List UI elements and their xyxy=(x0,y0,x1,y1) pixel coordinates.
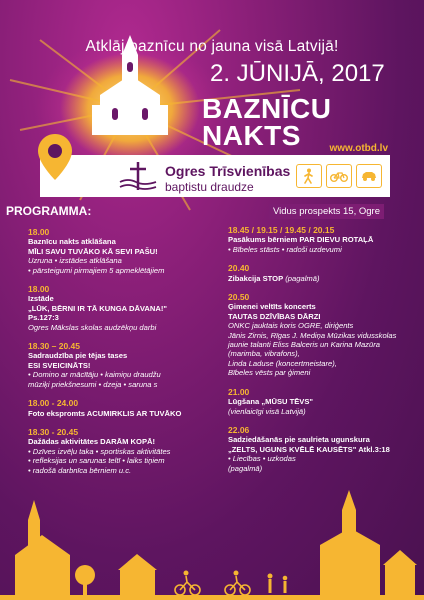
program-event xyxy=(228,426,420,473)
event-title: Sadraudzība pie tējas tases xyxy=(28,351,128,361)
event-title: Zibakcija STOP xyxy=(228,273,284,283)
event-title: Lūgšana „MŪSU TĒVS" xyxy=(228,397,314,407)
event-line: mūziķi priekšnesumi • dzeja • saruna s xyxy=(28,379,158,389)
church-logo-icon xyxy=(118,160,158,194)
program-left-column xyxy=(28,228,228,485)
event-title: Pasākums bērniem PAR DIEVU ROTAĻĀ xyxy=(228,235,374,245)
event-time: 18.45 / 19.15 / 19.45 / 20.15 xyxy=(228,225,335,235)
event-time: 18.00 - 24.00 xyxy=(28,398,79,409)
walking-person-icon xyxy=(296,164,322,188)
event-line: (marimba, vibrafons), xyxy=(228,349,300,359)
event-time: 18.00 xyxy=(28,284,50,295)
event-line: (vienlaicīgi visā Latvijā) xyxy=(228,406,306,416)
event-line: (pagalmā) xyxy=(228,463,263,473)
event-subtitle: ESI SVEICINĀTS! xyxy=(28,360,91,370)
event-time: 22.06 xyxy=(228,424,250,435)
event-line: • pārsteigumi pirmajiem 5 apmeklētājiem xyxy=(28,265,165,275)
event-time: 20.50 xyxy=(228,292,250,303)
program-right-column xyxy=(228,226,420,483)
event-line: Linda Laduse (koncertmeistare), xyxy=(228,358,337,368)
event-time: 18.30 - 20.45 xyxy=(28,426,79,437)
program-event xyxy=(28,285,228,332)
event-title-line2: NAKTS xyxy=(202,120,301,151)
event-note: (pagalmā) xyxy=(285,273,320,283)
event-subtitle: „ZELTS, UGUNS KVĒLĒ KAUSĒTS" xyxy=(228,444,357,454)
event-title: Dažādas aktivitātes DARĀM KOPĀ! xyxy=(28,437,156,447)
program-event xyxy=(228,226,420,254)
church-address: Vidus prospekts 15, Ogre xyxy=(269,204,384,219)
program-event xyxy=(28,428,228,475)
cyclists-icon xyxy=(175,576,250,595)
car-icon xyxy=(356,164,382,188)
tagline: Atklāj baznīcu no jauna visā Latvijā! xyxy=(85,38,339,55)
bicycle-icon xyxy=(326,164,352,188)
event-title: Baznīcu nakts atklāšana xyxy=(28,237,116,247)
church-name: Ogres Trīsvienības xyxy=(165,163,291,179)
event-line: Ogres Mākslas skolas audzēkņu darbi xyxy=(28,322,157,332)
event-line: Uzruna • izstādes atklāšana xyxy=(28,256,122,266)
event-line: • Bībeles stāsts • radoši uzdevumi xyxy=(228,244,342,254)
program-event xyxy=(28,228,228,275)
event-time: 21.00 xyxy=(228,386,250,397)
event-line: Jānis Zirnis, Rīgas J. Mediņa Mūzikas vidusskolas xyxy=(228,330,397,340)
program-event xyxy=(28,399,228,418)
church-subtitle: baptistu draudze xyxy=(165,180,254,194)
program-heading: PROGRAMMA: xyxy=(6,204,92,218)
event-subtitle: TAUTAS DZĪVĪBAS DĀRZI xyxy=(228,311,321,321)
event-line: • refleksijas un sarunas teltī • laiks tiņiem xyxy=(28,456,165,466)
town-skyline-decoration xyxy=(0,490,424,600)
event-line: Bībeles vēsts par ģimeni xyxy=(228,368,311,378)
event-line: ONKC jauktais koris OGRE, diriģents xyxy=(228,321,354,331)
event-time: 20.40 xyxy=(228,263,250,274)
location-pin-icon xyxy=(36,132,74,182)
event-line: jaunie talanti Eliss Balceris un Karina Mazūra xyxy=(228,340,380,350)
program-event xyxy=(228,264,420,283)
program-event xyxy=(28,342,228,389)
event-reference: Ps.127:3 xyxy=(28,313,59,323)
event-line: • Domino ar mācītāju • kaimiņu draudžu xyxy=(28,370,161,380)
event-title: Ģimenei veltīts koncerts xyxy=(228,302,316,312)
event-line: • Liecības • uzkodas xyxy=(228,454,296,464)
event-date: 2. JŪNIJĀ, 2017 xyxy=(210,60,385,87)
event-time: 18.30 – 20.45 xyxy=(28,341,80,352)
website-link[interactable]: www.otbd.lv xyxy=(329,143,388,154)
event-reference: Atkl.3:18 xyxy=(358,444,390,454)
event-title-line1: BAZNĪCU xyxy=(202,93,332,124)
event-time: 18.00 xyxy=(28,227,50,237)
program-event xyxy=(228,293,420,378)
event-line: • Dzīves izvēļu taka • sportiskas aktivitātes xyxy=(28,446,171,456)
event-line: • radošā darbnīca bērniem u.c. xyxy=(28,465,132,475)
program-event xyxy=(228,388,420,416)
event-subtitle: „LŪK, BĒRNI IR TĀ KUNGA DĀVANA!" xyxy=(28,303,168,313)
event-title: Foto ekspromts ACUMIRKLIS AR TUVĀKO xyxy=(28,408,182,418)
event-title: Sadziedāšanās pie saulrieta ugunskura xyxy=(228,435,370,445)
activity-icons xyxy=(296,164,382,188)
event-title: Izstāde xyxy=(28,294,54,304)
event-subtitle: MĪLI SAVU TUVĀKO KĀ SEVI PAŠU! xyxy=(28,246,158,256)
